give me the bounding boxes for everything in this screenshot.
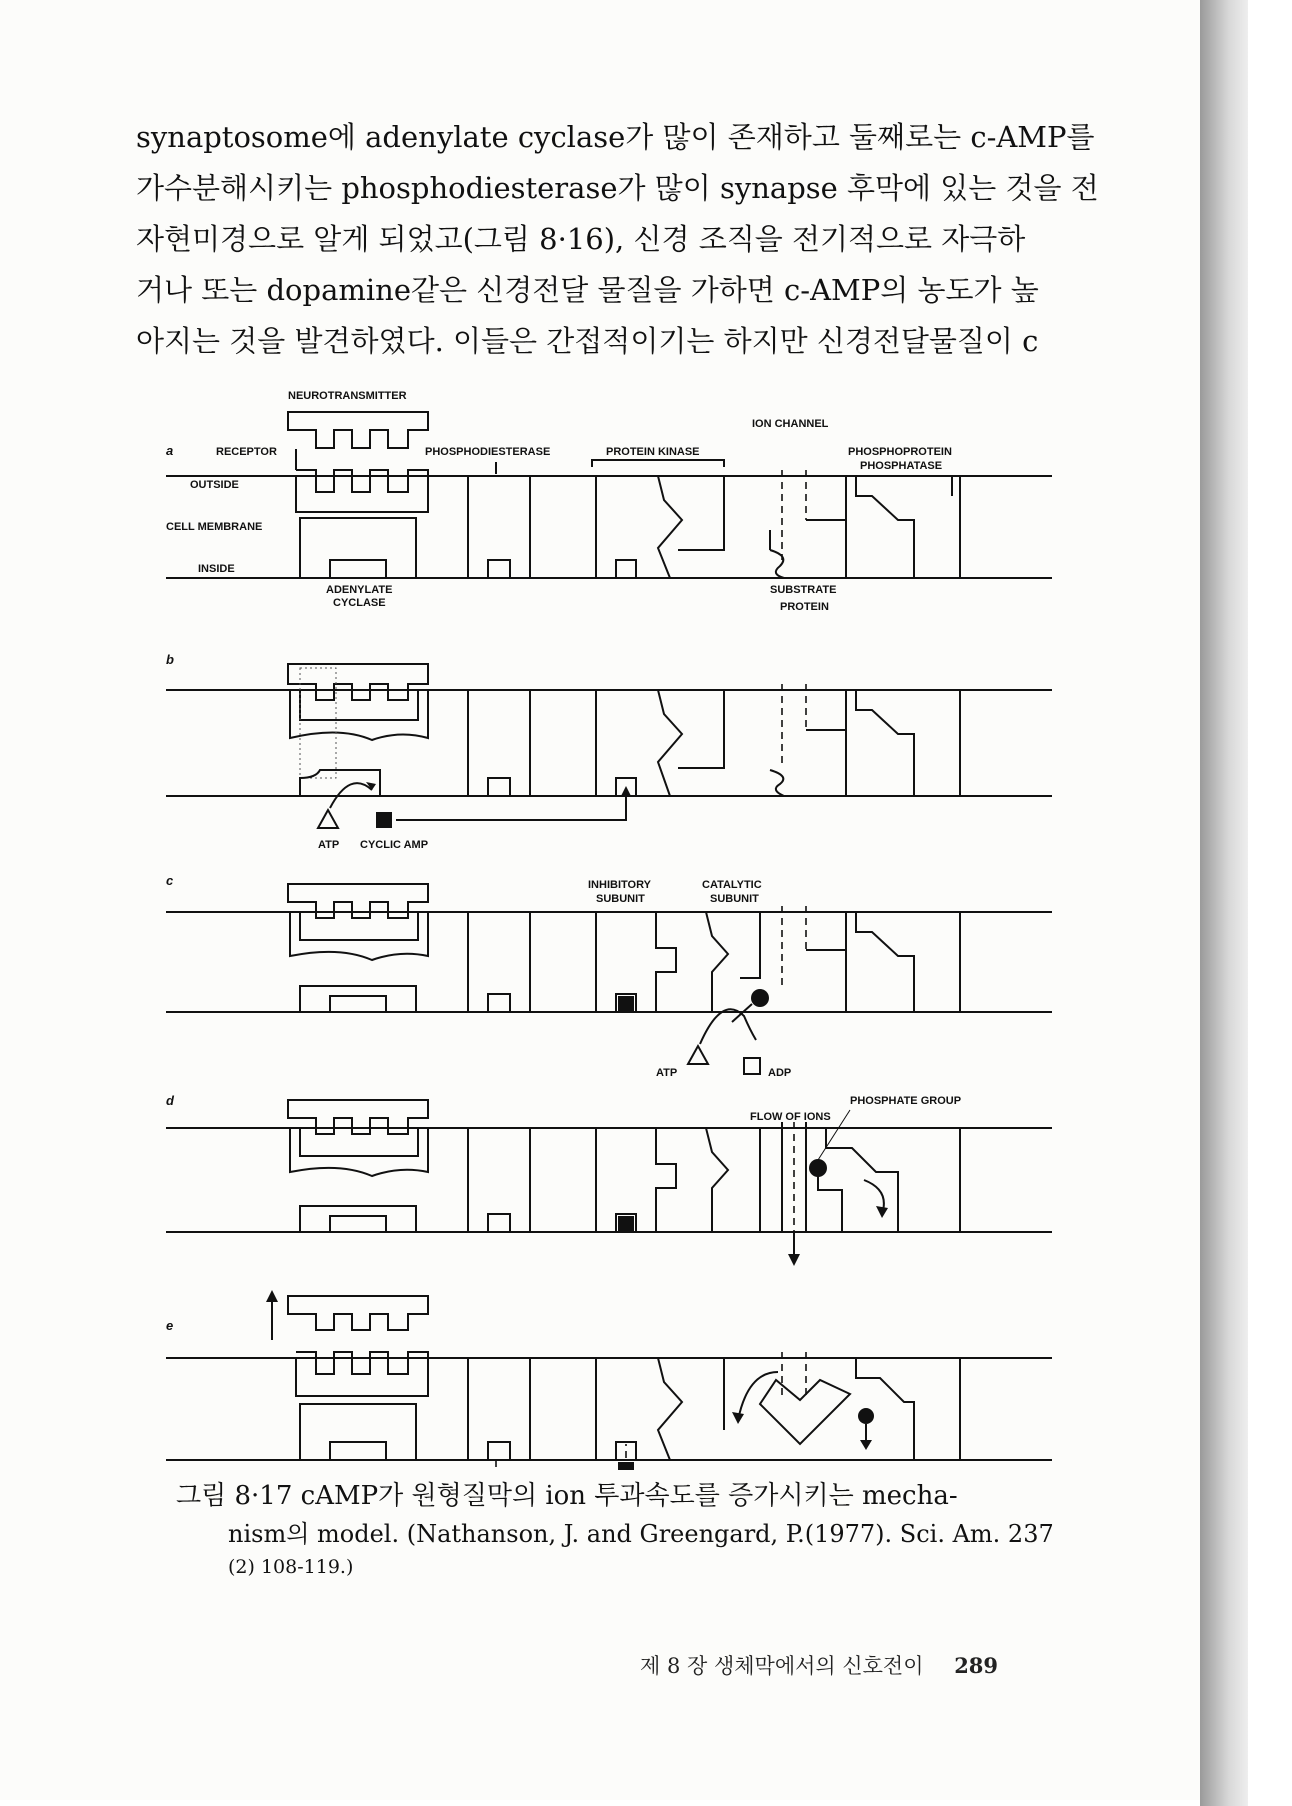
label-outside: OUTSIDE	[190, 479, 239, 491]
panel-a	[166, 412, 1052, 578]
label-inhibitory: INHIBITORY	[588, 879, 651, 891]
label-cyclic-amp: CYCLIC AMP	[360, 839, 429, 851]
panel-letter-e: e	[166, 1318, 174, 1333]
label-protein-kinase: PROTEIN KINASE	[606, 446, 700, 458]
caption-line-3: (2) 108-119.)	[228, 1556, 354, 1578]
page-number: 289	[954, 1653, 999, 1678]
chapter-title: 제 8 장 생체막에서의 신호전이	[640, 1654, 924, 1678]
label-phosphate-group: PHOSPHATE GROUP	[850, 1095, 962, 1107]
page-footer	[640, 1650, 998, 1680]
label-inside: INSIDE	[198, 563, 235, 575]
panel-b	[166, 664, 1052, 851]
background-margin	[1248, 0, 1292, 1806]
page-edge-shadow	[1200, 0, 1248, 1806]
caption-line-2: nism의 model. (Nathanson, J. and Greengard, P.(1977). Sci. Am. 237	[228, 1520, 1054, 1548]
body-line: synaptosome에 adenylate cyclase가 많이 존재하고 둘째로는 c-AMP를	[136, 120, 1095, 154]
panel-c	[166, 879, 1052, 1079]
panel-letter-a: a	[166, 443, 174, 458]
label-cyclase: CYCLASE	[333, 597, 386, 609]
label-cell-membrane: CELL MEMBRANE	[166, 521, 263, 533]
label-inhibitory-subunit: SUBUNIT	[596, 893, 645, 905]
label-phosphoprotein: PHOSPHOPROTEIN	[848, 446, 952, 458]
body-line: 거나 또는 dopamine같은 신경전달 물질을 가하면 c-AMP의 농도가 높	[136, 273, 1039, 307]
label-neurotransmitter: NEUROTRANSMITTER	[288, 390, 407, 402]
label-catalytic-subunit: SUBUNIT	[710, 893, 759, 905]
panel-letter-b: b	[166, 652, 174, 667]
label-substrate: SUBSTRATE	[770, 584, 837, 596]
label-phosphodiesterase: PHOSPHODIESTERASE	[425, 446, 551, 458]
label-adp: ADP	[768, 1067, 792, 1079]
caption-line-1: 그림 8·17 cAMP가 원형질막의 ion 투과속도를 증가시키는 mecha-	[176, 1481, 958, 1511]
body-line: 아지는 것을 발견하였다. 이들은 간접적이기는 하지만 신경전달물질이 c	[136, 324, 1039, 358]
panel-d	[166, 1095, 1052, 1266]
panel-letter-d: d	[166, 1093, 174, 1108]
panel-e	[166, 1290, 1052, 1470]
label-catalytic: CATALYTIC	[702, 879, 762, 891]
figure-caption	[176, 1476, 1054, 1582]
panel-letter-c: c	[166, 873, 174, 888]
body-line: 가수분해시키는 phosphodiesterase가 많이 synapse 후막에 있는 것을 전	[136, 171, 1099, 205]
label-protein: PROTEIN	[780, 601, 829, 613]
label-flow-of-ions: FLOW OF IONS	[750, 1111, 831, 1123]
label-receptor: RECEPTOR	[216, 446, 277, 458]
label-adenylate: ADENYLATE	[326, 584, 393, 596]
label-atp-b: ATP	[318, 839, 340, 851]
label-atp-c: ATP	[656, 1067, 678, 1079]
label-ion-channel: ION CHANNEL	[752, 418, 829, 430]
body-line: 자현미경으로 알게 되었고(그림 8·16), 신경 조직을 전기적으로 자극하	[136, 222, 1026, 256]
label-phosphatase: PHOSPHATASE	[860, 460, 943, 472]
